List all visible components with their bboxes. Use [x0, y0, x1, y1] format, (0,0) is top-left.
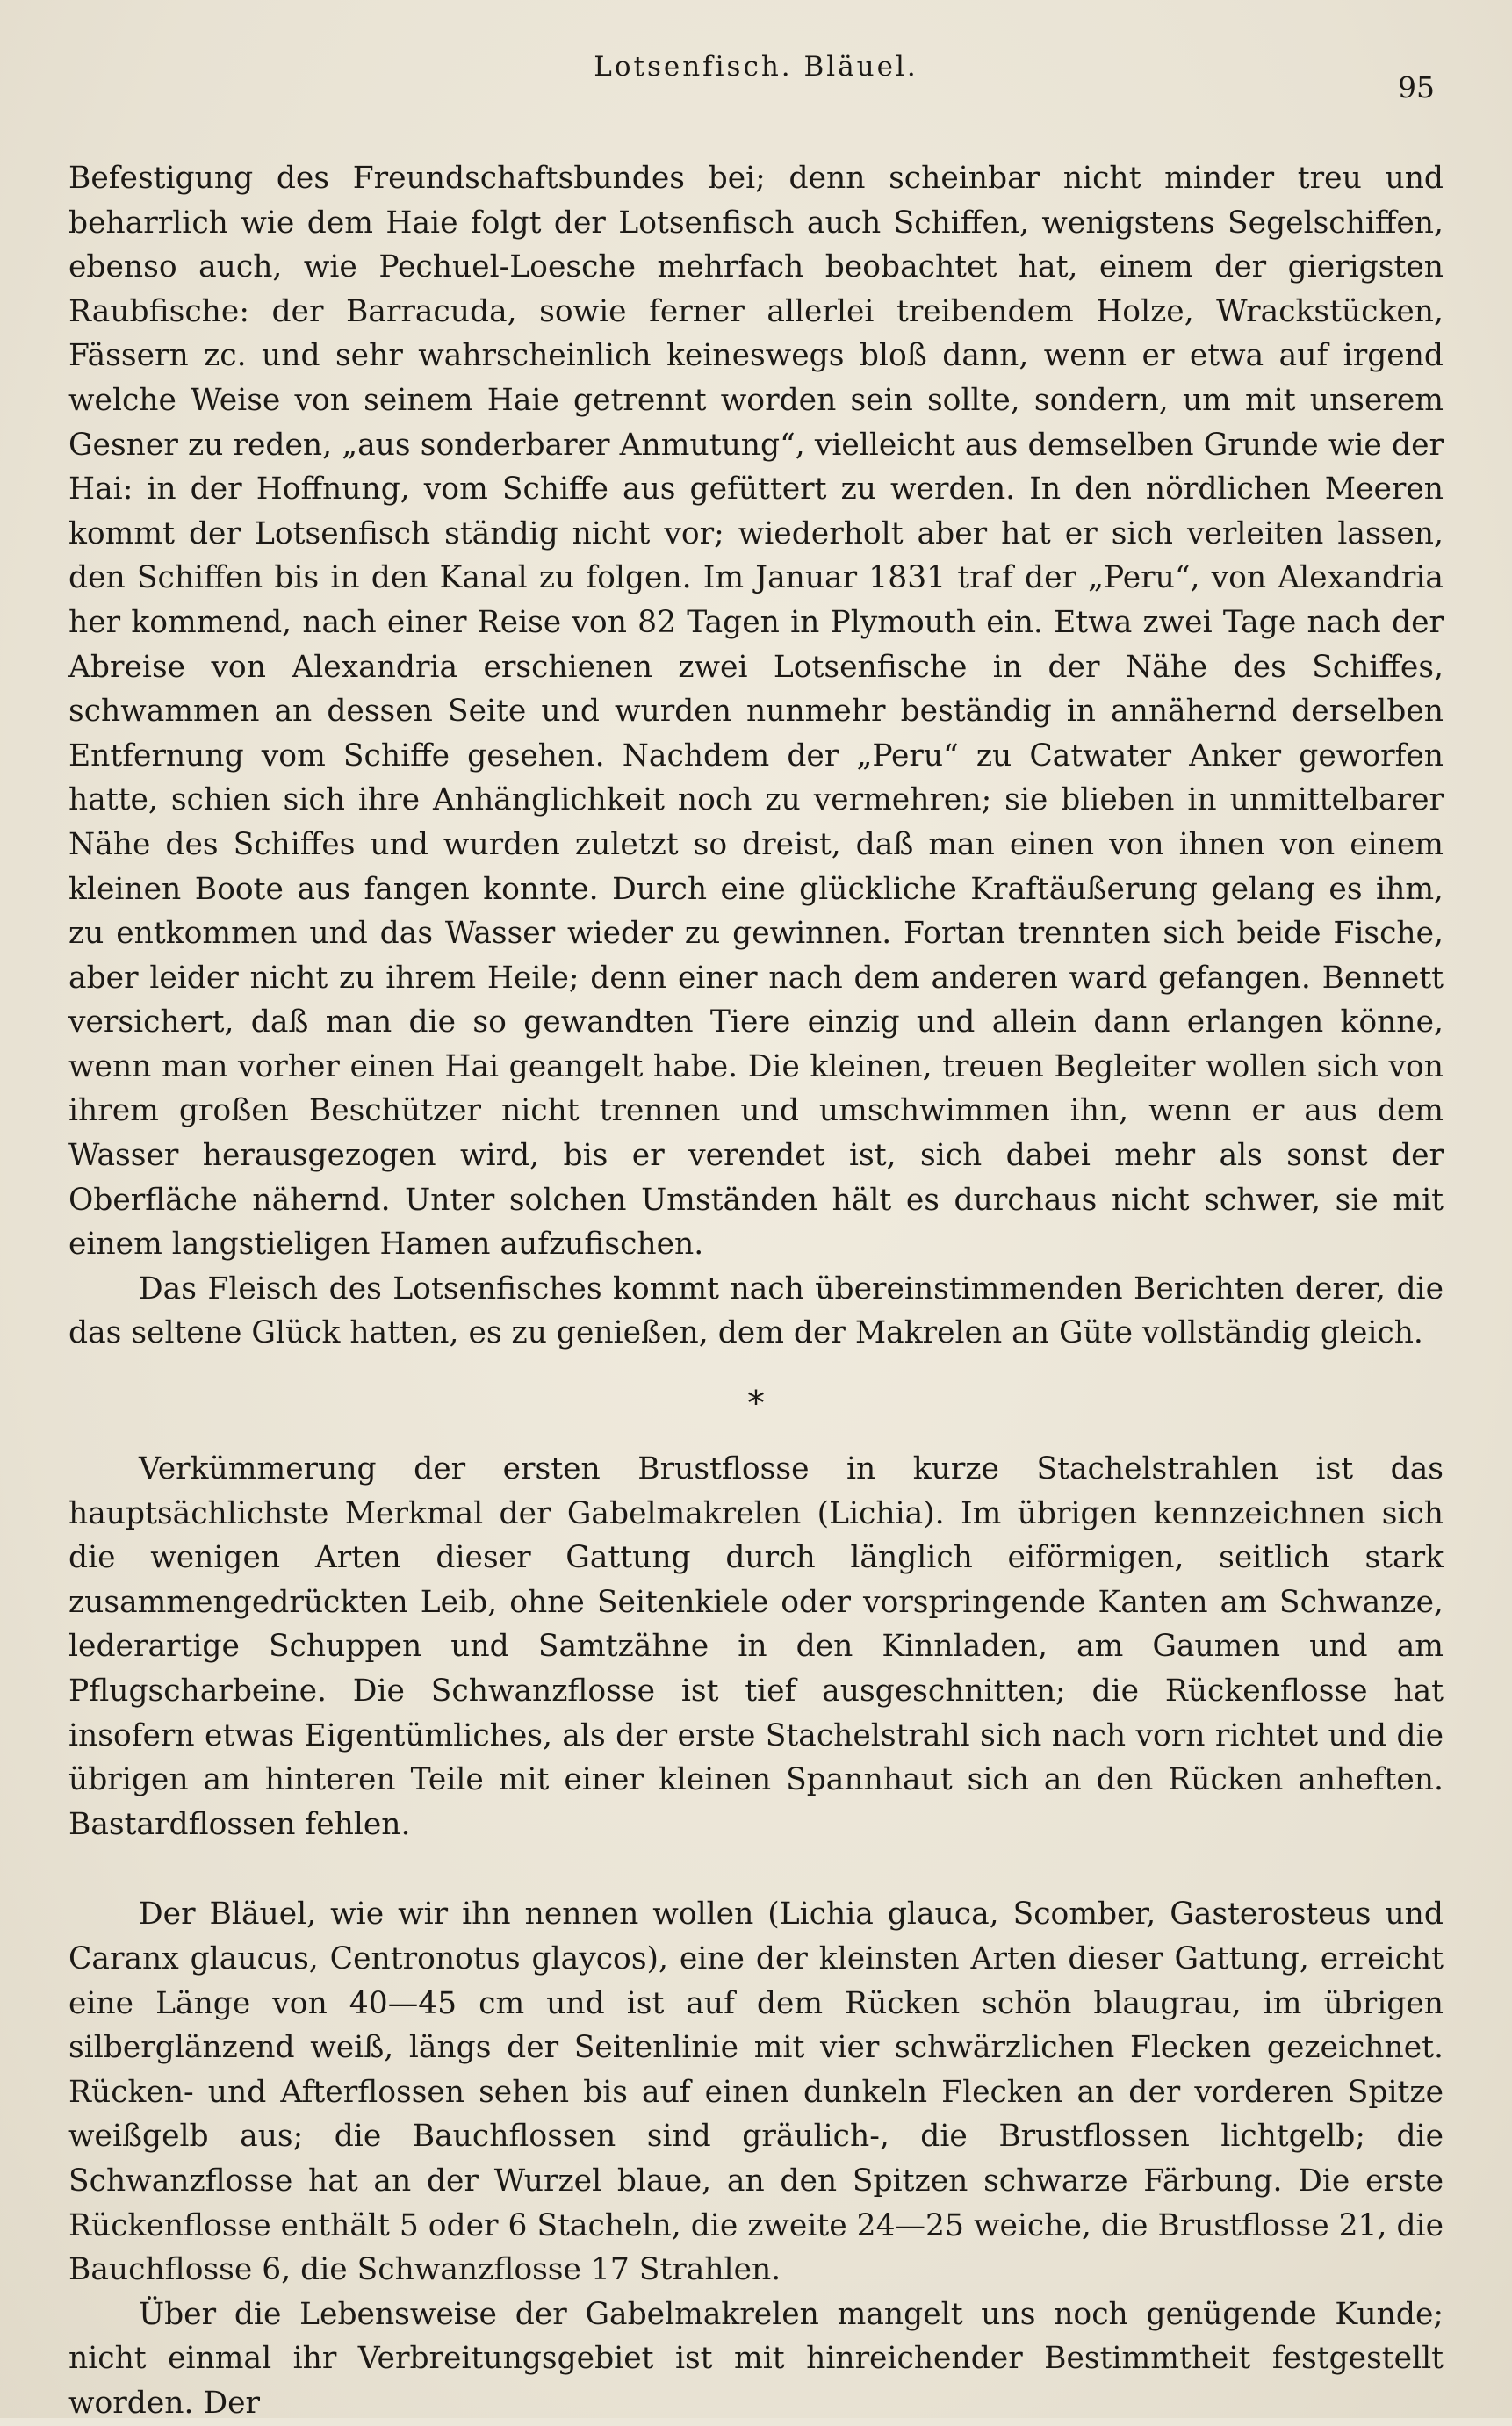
paragraph-gabelmakrelen: Verkümmerung der ersten Brustflosse in kurze Stachelstrahlen ist das hauptsächlichste Merkmal der Gabelmakrelen (Lichia). Im übrigen kennzeichnen sich die wenigen Arten dieser Gattung durch länglich eiförmigen, seitlich stark zusammengedrückten Leib, ohne Seitenkiele oder vorspringende Kanten am Schwanze, lederartige Schuppen und Samtzähne in den Kinnladen, am Gaumen und am Pflugscharbeine. Die Schwanzflosse ist tief ausgeschnitten; die Rückenflosse hat insofern etwas Eigentümliches, als der erste Stachelstrahl sich nach vorn richtet und die übrigen am hinteren Teile mit einer kleinen Spannhaut sich an den Rücken anheften. Bastardflossen fehlen.	[68, 1451, 1444, 1842]
spacer	[68, 1356, 1444, 1380]
running-head-title: Lotsenfisch. Bläuel.	[594, 51, 918, 83]
section-separator: *	[747, 1384, 765, 1423]
spacer	[68, 1846, 1444, 1892]
paragraph-lotsenfisch-meat: Das Fleisch des Lotsenfisches kommt nach übereinstimmenden Berichten derer, die das seltene Glück hatten, es zu genießen, dem der Makrelen an Güte vollständig gleich.	[68, 1271, 1444, 1351]
paragraph-blaeuel: Der Bläuel, wie wir ihn nennen wollen (Lichia glauca, Scomber, Gasterosteus und Caranx glaucus, Centronotus glaycos), eine der kleinsten Arten dieser Gattung, erreicht eine Länge von 40—45 cm und ist auf dem Rücken schön blaugrau, im übrigen silberglänzend weiß, längs der Seitenlinie mit vier schwärzlichen Flecken gezeichnet. Rücken- und Afterflossen sehen bis auf einen dunkeln Flecken an der vorderen Spitze weißgelb aus; die Bauchflossen sind gräulich-, die Brustflossen lichtgelb; die Schwanzflosse hat an der Wurzel blaue, an den Spitzen schwarze Färbung. Die erste Rückenflosse enthält 5 oder 6 Stacheln, die zweite 24—25 weiche, die Brustflosse 21, die Bauchflosse 6, die Schwanzflosse 17 Strahlen.	[68, 1897, 1444, 2288]
running-head	[68, 51, 1444, 109]
paragraph-lebensweise: Über die Lebensweise der Gabelmakrelen mangelt uns noch genügende Kunde; nicht einmal ihr Verbreitungsgebiet ist mit hinreichender Bestimmtheit festgestellt worden. Der	[68, 2296, 1444, 2421]
paragraph-lotsenfisch-behavior: Befestigung des Freundschaftsbundes bei; denn scheinbar nicht minder treu und beharrlich wie dem Haie folgt der Lotsenfisch auch Schiffen, wenigstens Segelschiffen, ebenso auch, wie Pechuel-Loesche mehrfach beobachtet hat, einem der gierigsten Raubfische: der Barracuda, sowie ferner allerlei treibendem Holze, Wrackstücken, Fässern zc. und sehr wahrscheinlich keineswegs bloß dann, wenn er etwa auf irgend welche Weise von seinem Haie getrennt worden sein sollte, sondern, um mit unserem Gesner zu reden, „aus sonderbarer Anmutung“, vielleicht aus demselben Grunde wie der Hai: in der Hoffnung, vom Schiffe aus gefüttert zu werden. In den nördlichen Meeren kommt der Lotsenfisch ständig nicht vor; wiederholt aber hat er sich verleiten lassen, den Schiffen bis in den Kanal zu folgen. Im Januar 1831 traf der „Peru“, von Alexandria her kommend, nach einer Reise von 82 Tagen in Plymouth ein. Etwa zwei Tage nach der Abreise von Alexandria erschienen zwei Lotsenfische in der Nähe des Schiffes, schwammen an dessen Seite und wurden nunmehr beständig in annähernd derselben Entfernung vom Schiffe gesehen. Nachdem der „Peru“ zu Catwater Anker geworfen hatte, schien sich ihre Anhänglichkeit noch zu vermehren; sie blieben in unmittelbarer Nähe des Schiffes und wurden zuletzt so dreist, daß man einen von ihnen von einem kleinen Boote aus fangen konnte. Durch eine glückliche Kraftäußerung gelang es ihm, zu entkommen und das Wasser wieder zu gewinnen. Fortan trennten sich beide Fische, aber leider nicht zu ihrem Heile; denn einer nach dem anderen ward gefangen. Bennett versichert, daß man die so gewandten Tiere einzig und allein dann erlangen könne, wenn man vorher einen Hai geangelt habe. Die kleinen, treuen Begleiter wollen sich von ihrem großen Beschützer nicht trennen und umschwimmen ihn, wenn er aus dem Wasser herausgezogen wird, bis er verendet ist, sich dabei mehr als sonst der Oberfläche nähernd. Unter solchen Umständen hält es durchaus nicht schwer, sie mit einem langstieligen Hamen aufzufischen.	[68, 161, 1444, 1263]
page-number: 95	[1398, 70, 1435, 104]
